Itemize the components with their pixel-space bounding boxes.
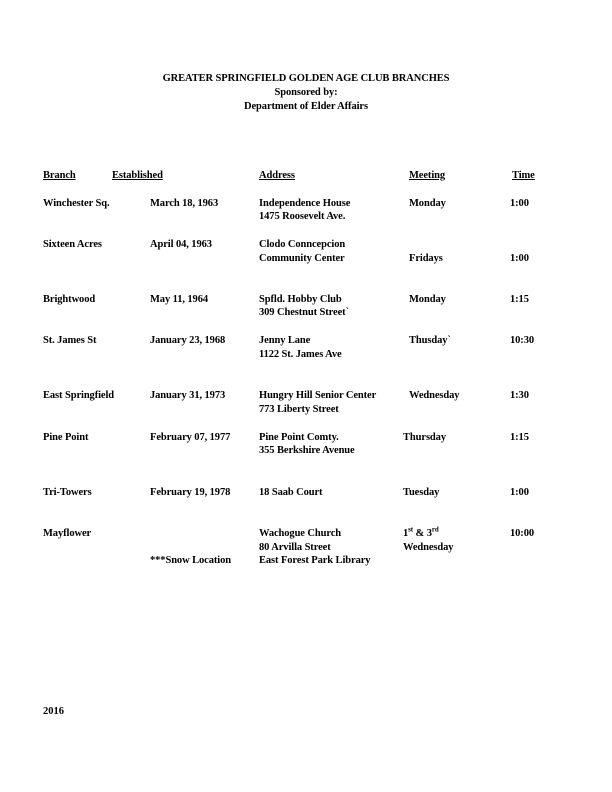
branch-name: Tri-Towers [43,487,92,498]
sponsor-name: Department of Elder Affairs [244,101,368,112]
address-line-2: 80 Arvilla Street [259,542,331,553]
snow-location-address: East Forest Park Library [259,555,371,566]
branch-name: St. James St [43,335,97,346]
address-line-2: Community Center [259,253,345,264]
document-title: GREATER SPRINGFIELD GOLDEN AGE CLUB BRANCHES [162,73,450,84]
established-date: February 19, 1978 [150,487,231,498]
col-header-branch: Branch [43,170,76,181]
meeting-time: 1:00 [510,253,529,264]
meeting-time: 10:00 [510,528,534,539]
address-line-1: Clodo Conncepcion [259,239,346,250]
col-header-address: Address [259,170,295,181]
meeting-day: Wednesday [403,542,454,553]
footer-year: 2016 [43,706,64,717]
address-line-1: Spfld. Hobby Club [259,294,342,305]
meeting-day: Thusday` [409,335,451,346]
meeting-day: Monday [409,198,446,209]
col-header-established: Established [112,170,163,181]
meeting-day: Thursday [403,432,446,443]
meeting-time: 1:30 [510,390,529,401]
branch-name: Pine Point [43,432,89,443]
established-date: January 23, 1968 [150,335,226,346]
branch-name: Winchester Sq. [43,198,110,209]
established-date: January 31, 1973 [150,390,226,401]
col-header-meeting: Meeting [409,170,446,181]
address-line-1: 18 Saab Court [259,487,323,498]
established-date: May 11, 1964 [150,294,209,305]
address-line-2: 309 Chestnut Street` [259,307,349,318]
meeting-frequency: 1st & 3rd [403,525,439,539]
branch-name: East Springfield [43,390,115,401]
address-line-1: Hungry Hill Senior Center [259,390,377,401]
meeting-day: Monday [409,294,446,305]
meeting-time: 1:00 [510,487,529,498]
branch-name: Brightwood [43,294,96,305]
address-line-1: Independence House [259,198,351,209]
established-date: March 18, 1963 [150,198,219,209]
branch-name: Mayflower [43,528,92,539]
meeting-day: Fridays [409,253,443,264]
address-line-1: Pine Point Comty. [259,432,339,443]
meeting-day: Tuesday [403,487,440,498]
meeting-time: 1:15 [510,432,529,443]
branch-name: Sixteen Acres [43,239,102,250]
established-date: February 07, 1977 [150,432,231,443]
address-line-2: 773 Liberty Street [259,404,339,415]
meeting-time: 1:00 [510,198,529,209]
snow-location-note: ***Snow Location [150,555,231,566]
col-header-time: Time [512,170,535,181]
meeting-time: 1:15 [510,294,529,305]
address-line-1: Wachogue Church [259,528,342,539]
address-line-2: 1122 St. James Ave [259,349,342,360]
established-date: April 04, 1963 [150,239,212,250]
meeting-day: Wednesday [409,390,460,401]
address-line-2: 1475 Roosevelt Ave. [259,211,346,222]
sponsor-label: Sponsored by: [274,87,338,98]
meeting-time: 10:30 [510,335,534,346]
address-line-1: Jenny Lane [259,335,311,346]
address-line-2: 355 Berkshire Avenue [259,445,355,456]
